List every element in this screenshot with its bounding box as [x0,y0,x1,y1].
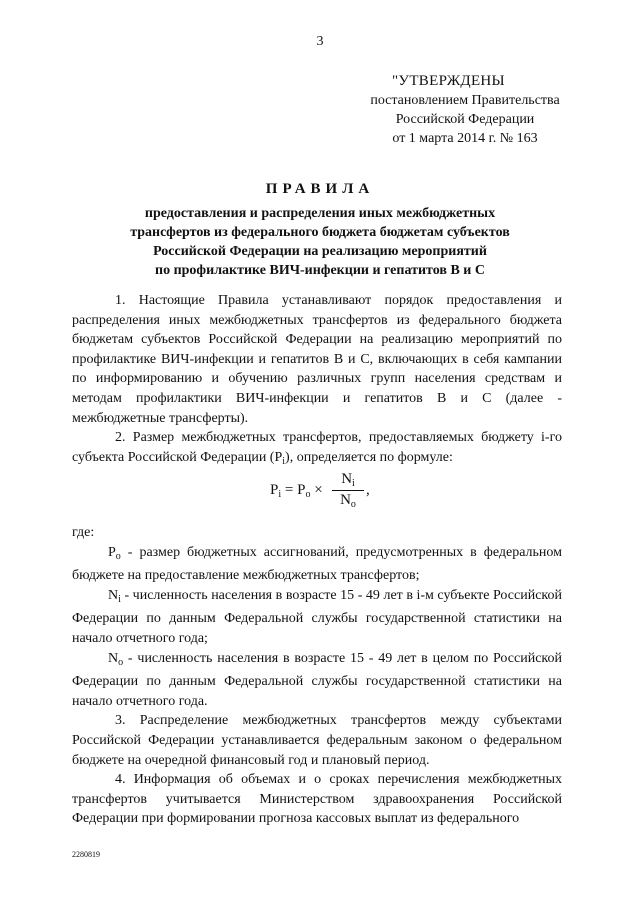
paragraph-4: 4. Информация об объемах и о сроках перечисления межбюджетных трансфертов учитывается Министерством здравоохранения Российской Федерации при формировании прогноза кассовых выплат из федерального [72,772,562,827]
formula-equals: = P [284,482,306,498]
definition-po [72,543,562,586]
def-po-sub: o [115,550,121,562]
def-ni-text: - численность населения в возрасте 15 - 49 лет в i-м субъекте Российской Федерации по данным Федеральной службы государственной статистики на начало отчетного года; [72,587,562,646]
formula-numerator [332,471,364,491]
def-ni-sub: i [118,593,121,605]
formula-den-n: N [340,492,351,508]
document-title: ПРАВИЛА [265,181,375,197]
formula-num-n: N [341,471,353,487]
formula-po-sub: o [305,489,311,500]
formula-lhs [270,482,323,500]
definition-ni [72,586,562,649]
def-no-sub: o [118,656,124,668]
formula-comma: , [366,482,370,498]
subtitle-line-3: Российской Федерации на реализацию мероприятий [153,244,487,259]
def-po-symbol: P [108,544,116,560]
formula-p: P [270,482,279,498]
document-subtitle [70,204,570,280]
formula-p-sub: i [278,489,282,500]
approval-line-1: "УТВЕРЖДЕНЫ [392,73,505,89]
approval-line-2: постановлением Правительства [370,93,560,108]
formula-den-sub: o [350,499,356,510]
formula-num-sub: i [352,478,355,489]
subtitle-line-4: по профилактике ВИЧ-инфекции и гепатитов В и С [155,263,485,278]
paragraph-2-text-b: ), определяется по формуле: [285,449,453,465]
def-ni-symbol: N [108,587,119,603]
formula-denominator [332,491,364,510]
paragraph-2 [72,428,562,471]
def-po-text: - размер бюджетных ассигнований, предусмотренных в федеральном бюджете на предоставление межбюджетных трансфертов; [72,544,562,584]
where-label: где: [72,525,95,540]
section-top [72,291,562,471]
footer-code: 2280819 [72,850,100,859]
definition-no [72,649,562,712]
paragraph-1: 1. Настоящие Правила устанавливают порядок предоставления и распределения иных межбюджетных трансфертов из федерального бюджета бюджетам субъектов Российской Федерации на реализацию мероприятий по профилактике ВИЧ-инфекции и гепатитов В и С, включающих в себя кампании по информированию и обучению различных групп населения средствам и методам профилактики ВИЧ-инфекции и гепатитов В и С (далее - межбюджетные трансферты). [72,293,562,426]
subtitle-line-2: трансфертов из федерального бюджета бюджетам субъектов [130,225,510,240]
paragraph-2-sub: i [282,455,286,467]
paragraph-2-text-a: 2. Размер межбюджетных трансфертов, предоставляемых бюджету i-го субъекта Российской Федерации (P [72,430,562,465]
formula [270,471,380,515]
paragraph-3: 3. Распределение межбюджетных трансфертов между субъектами Российской Федерации устанавливается федеральным законом о федеральном бюджете на очередной финансовый год и плановый период. [72,713,562,768]
approval-line-4: от 1 марта 2014 г. № 163 [392,131,538,146]
approval-stamp [340,72,590,148]
formula-fraction [332,471,364,510]
section-bottom [72,523,562,829]
approval-line-3: Российской Федерации [395,112,535,127]
page-number: 3 [316,34,324,49]
def-no-symbol: N [108,650,119,666]
formula-times: × [314,482,323,498]
subtitle-line-1: предоставления и распределения иных межбюджетных [144,206,496,221]
def-no-text: - численность населения в возрасте 15 - 49 лет в целом по Российской Федерации по данным Федеральной службы государственной статистики на начало отчетного года. [72,650,562,709]
